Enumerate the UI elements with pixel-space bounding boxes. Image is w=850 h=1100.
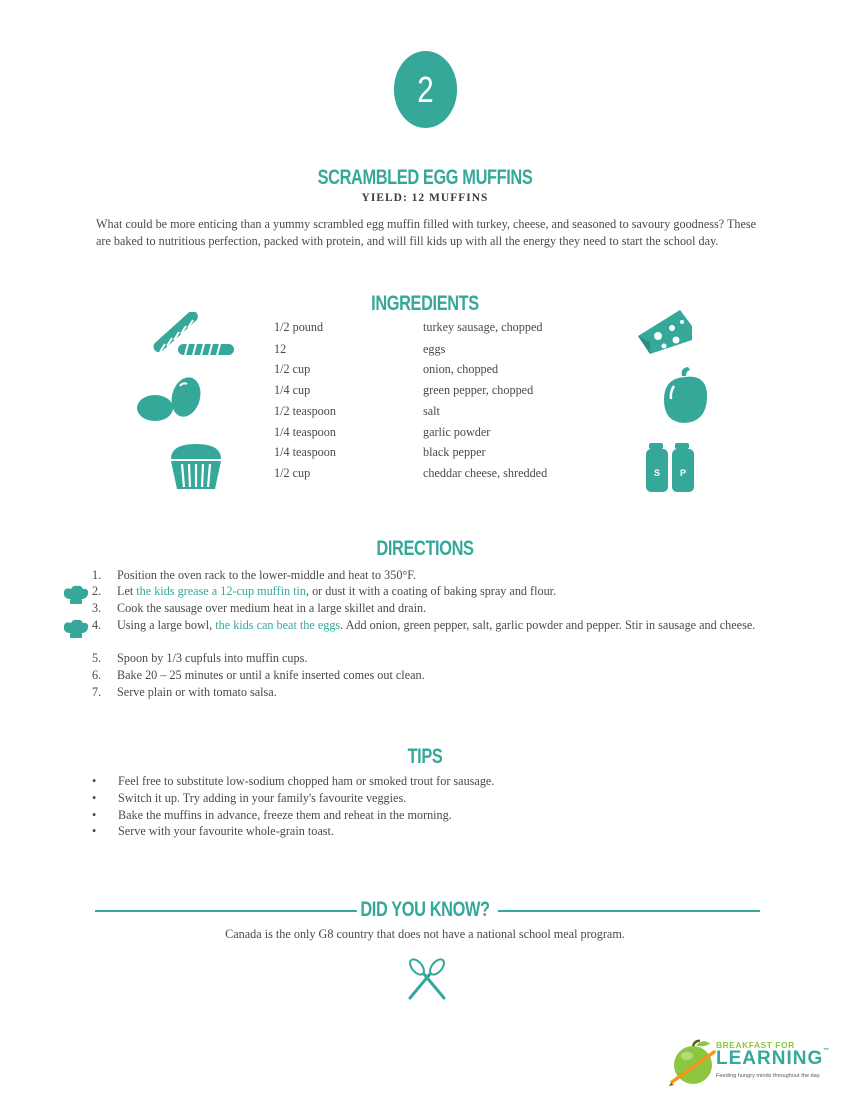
kid-task-highlight: the kids grease a 12-cup muffin tin [136, 584, 306, 598]
step-text: Bake 20 – 25 minutes or until a knife inserted comes out clean. [117, 668, 425, 682]
step-number: 5. [92, 651, 102, 665]
step-number: 3. [92, 601, 102, 615]
ingredient-name: salt [423, 404, 440, 418]
ingredient-qty: 1/2 teaspoon [274, 404, 336, 418]
pepper-vegetable-icon [660, 366, 710, 424]
step-number: 1. [92, 568, 102, 582]
salt-pepper-shakers-icon [644, 443, 700, 493]
tip-text: Bake the muffins in advance, freeze them and reheat in the morning. [118, 808, 452, 822]
ingredient-name: black pepper [423, 445, 486, 459]
tip-text: Serve with your favourite whole-grain toast. [118, 824, 334, 838]
step-text: Serve plain or with tomato salsa. [117, 685, 277, 699]
ingredient-qty: 1/4 cup [274, 383, 311, 397]
ingredient-name: turkey sausage, chopped [423, 320, 543, 334]
cheese-icon [636, 306, 694, 356]
ingredient-name: cheddar cheese, shredded [423, 466, 548, 480]
step-number: 2. [92, 584, 102, 598]
ingredient-row [274, 404, 594, 425]
tip-text: Switch it up. Try adding in your family's favourite veggies. [118, 791, 407, 805]
ingredient-qty: 1/4 teaspoon [274, 445, 336, 459]
eggs-icon [136, 376, 206, 424]
recipe-yield: YIELD: 12 MUFFINS [361, 192, 489, 204]
apple-logo-icon [668, 1038, 720, 1086]
step-text: Position the oven rack to the lower-middle and heat to 350°F. [117, 568, 417, 582]
ingredient-row [274, 445, 594, 466]
chef-hat-icon [63, 585, 89, 605]
recipe-number-badge: 2 [394, 51, 457, 128]
ingredient-name: green pepper, chopped [423, 383, 534, 397]
step-text: , or dust it with a coating of baking spray and flour. [305, 584, 557, 598]
recipe-intro: What could be more enticing than a yummy scrambled egg muffin filled with turkey, cheese, and seasoned to savoury goodness? These are baked to nutritious perfection, packed with protein, and will fill kids up with all the energy they need to start the school day. [96, 217, 757, 248]
ingredient-row [274, 383, 594, 404]
logo-line2 [716, 1048, 830, 1070]
logo-line1: BREAKFAST FOR [716, 1040, 795, 1050]
ingredients-heading: INGREDIENTS [371, 292, 479, 315]
did-you-know-heading: DID YOU KNOW? [360, 898, 490, 921]
step-text: Let [117, 584, 137, 598]
tips-heading: TIPS [407, 745, 443, 768]
bullet: • [92, 774, 97, 788]
ingredient-name: onion, chopped [423, 362, 499, 376]
step-text: Cook the sausage over medium heat in a large skillet and drain. [117, 601, 427, 615]
ingredient-qty: 1/2 cup [274, 466, 311, 480]
bullet: • [92, 824, 97, 838]
pepper-label: P [679, 468, 687, 478]
logo-wordmark: LEARNING [716, 1048, 824, 1069]
ingredient-qty: 1/2 cup [274, 362, 311, 376]
bullet: • [92, 808, 97, 822]
kid-task-highlight: the kids can beat the eggs [215, 618, 341, 632]
step-number: 6. [92, 668, 102, 682]
step-number: 4. [92, 618, 102, 632]
sausage-icon [152, 312, 236, 358]
ingredient-row [274, 320, 594, 341]
ingredient-qty: 1/2 pound [274, 320, 324, 334]
ingredient-row [274, 342, 594, 363]
tip-text: Feel free to substitute low-sodium chopped ham or smoked trout for sausage. [118, 774, 495, 788]
step-text: Spoon by 1/3 cupfuls into muffin cups. [117, 651, 308, 665]
step-number: 7. [92, 685, 102, 699]
muffin-icon [168, 442, 224, 490]
ingredient-qty: 1/4 teaspoon [274, 425, 336, 439]
directions-heading: DIRECTIONS [376, 537, 474, 560]
ingredient-name: garlic powder [423, 425, 491, 439]
recipe-title: SCRAMBLED EGG MUFFINS [317, 166, 533, 189]
chef-hat-icon [63, 619, 89, 639]
did-you-know-fact: Canada is the only G8 country that does not have a national school meal program. [225, 927, 625, 941]
ingredient-row [274, 466, 594, 487]
ingredient-qty: 12 [274, 342, 287, 356]
whisk-icon [404, 958, 450, 1000]
ingredient-name: eggs [423, 342, 446, 356]
bullet: • [92, 791, 97, 805]
ingredient-row [274, 362, 594, 383]
salt-label: S [653, 468, 661, 478]
step-text: . Add onion, green pepper, salt, garlic powder and pepper. Stir in sausage and cheese. [340, 618, 756, 632]
breakfast-for-learning-logo [668, 1036, 838, 1088]
step-text: Using a large bowl, [117, 618, 216, 632]
ingredient-row [274, 425, 594, 446]
logo-tagline: Feeding hungry minds throughout the day. [716, 1073, 821, 1079]
logo-trademark: ™ [823, 1048, 831, 1054]
